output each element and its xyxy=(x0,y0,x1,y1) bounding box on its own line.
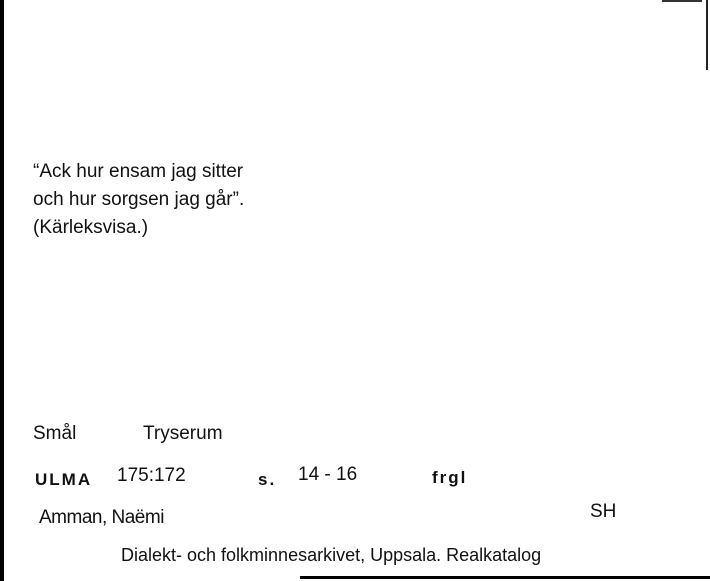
archive-code: ULMA xyxy=(35,470,93,489)
record-type: frgl xyxy=(432,468,468,487)
archive-footer: Dialekt- och folkminnesarkivet, Uppsala. Realkatalog xyxy=(121,545,542,565)
quote-line-1: “Ack hur ensam jag sitter xyxy=(33,161,244,182)
card-bottom-edge xyxy=(300,576,710,579)
parish-label: Tryserum xyxy=(143,423,223,444)
recorder-initials: SH xyxy=(590,501,617,522)
quote-block xyxy=(33,158,244,242)
card-left-edge xyxy=(0,0,4,581)
card-right-edge xyxy=(706,0,708,70)
province-label: Smål xyxy=(33,423,77,444)
page-prefix: s. xyxy=(258,470,277,489)
quote-line-3: (Kärleksvisa.) xyxy=(33,217,149,238)
page-range: 14 - 16 xyxy=(298,464,358,485)
quote-line-2: och hur sorgsen jag går”. xyxy=(33,189,245,210)
card-top-edge xyxy=(662,0,702,2)
informant-name: Amman, Naëmi xyxy=(39,507,164,528)
record-number: 175:172 xyxy=(117,465,186,486)
